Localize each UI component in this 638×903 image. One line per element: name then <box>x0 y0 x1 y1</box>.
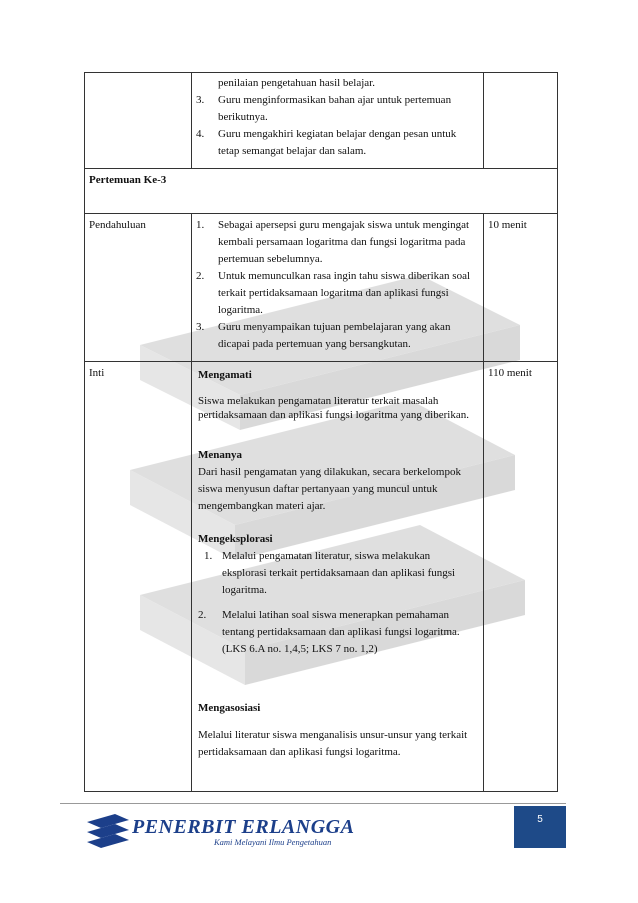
section-title-mengamati: Mengamati <box>198 369 252 381</box>
time-inti: 110 menit <box>484 362 558 792</box>
section-title-mengeksplorasi: Mengeksplorasi <box>198 532 273 545</box>
list-number: 1. <box>204 549 213 562</box>
list-item <box>198 548 477 599</box>
activity-label-pendahuluan: Pendahuluan <box>85 214 192 362</box>
table-row <box>85 169 558 214</box>
list-number: 3. <box>196 321 205 334</box>
list-text: Melalui latihan soal siswa menerapkan pemahaman tentang pertidaksamaan dan aplikasi fungsi logaritma. (LKS 6.A no. 1,4,5; LKS 7 no. 1,2) <box>222 609 460 656</box>
list-number: 3. <box>196 94 205 107</box>
list-number: 2. <box>198 609 207 622</box>
list-text: Sebagai apersepsi guru mengajak siswa untuk mengingat kembali persamaan logaritma dan fungsi logaritma pada pertemuan sebelumnya. <box>218 219 470 266</box>
publisher-tagline: Kami Melayani Ilmu Pengetahuan <box>214 837 332 847</box>
page-number: 5 <box>514 806 566 848</box>
publisher-name: PENERBIT ERLANGGA <box>132 816 355 838</box>
list-number: 4. <box>196 128 205 141</box>
list-text: Guru mengakhiri kegiatan belajar dengan pesan untuk tetap semangat belajar dan salam. <box>218 128 457 158</box>
description-cell <box>192 362 484 792</box>
list-item <box>198 607 477 658</box>
list-text: Melalui pengamatan literatur, siswa melakukan eksplorasi terkait pertidaksamaan dan aplikasi fungsi logaritma. <box>222 549 456 596</box>
time-cell <box>484 73 558 169</box>
section-text-mengasosiasi: Melalui literatur siswa menganalisis unsur-unsur yang terkait pertidaksamaan dan aplikasi fungsi logaritma. <box>198 729 468 759</box>
list-text: Untuk memunculkan rasa ingin tahu siswa diberikan soal terkait pertidaksamaan logaritma dan aplikasi fungsi logaritma. <box>218 270 471 317</box>
activity-cell <box>85 73 192 169</box>
table-row <box>85 362 558 792</box>
list-number: 1. <box>196 219 205 231</box>
table-row <box>85 214 558 362</box>
section-title-mengasosiasi: Mengasosiasi <box>198 702 261 715</box>
continuation-text: penilaian pengetahuan hasil belajar. <box>218 77 375 89</box>
section-title-menanya: Menanya <box>198 448 242 461</box>
list-number: 2. <box>196 270 205 283</box>
list-text: Guru menyampaikan tujuan pembelajaran yang akan dicapai pada pertemuan yang bersangkutan. <box>218 321 451 351</box>
lesson-plan-table <box>84 72 558 792</box>
section-text-mengamati: Siswa melakukan pengamatan literatur terkait masalah pertidaksamaan dan aplikasi fungsi logaritma yang diberikan. <box>198 395 469 422</box>
footer-divider <box>60 803 566 804</box>
description-cell <box>192 214 484 362</box>
list-item <box>196 319 479 353</box>
description-cell <box>192 73 484 169</box>
activity-label-inti: Inti <box>85 362 192 792</box>
time-pendahuluan: 10 menit <box>484 214 558 362</box>
list-text: Guru menginformasikan bahan ajar untuk pertemuan berikutnya. <box>218 94 452 124</box>
list-item <box>196 126 479 160</box>
meeting-title: Pertemuan Ke-3 <box>85 169 558 214</box>
list-item <box>196 92 479 126</box>
list-item <box>196 268 479 319</box>
table-row <box>85 73 558 169</box>
section-text-menanya: Dari hasil pengamatan yang dilakukan, secara berkelompok siswa menyusun daftar pertanyaan yang muncul untuk mengembangkan materi ajar. <box>198 465 461 512</box>
list-item <box>196 217 479 268</box>
